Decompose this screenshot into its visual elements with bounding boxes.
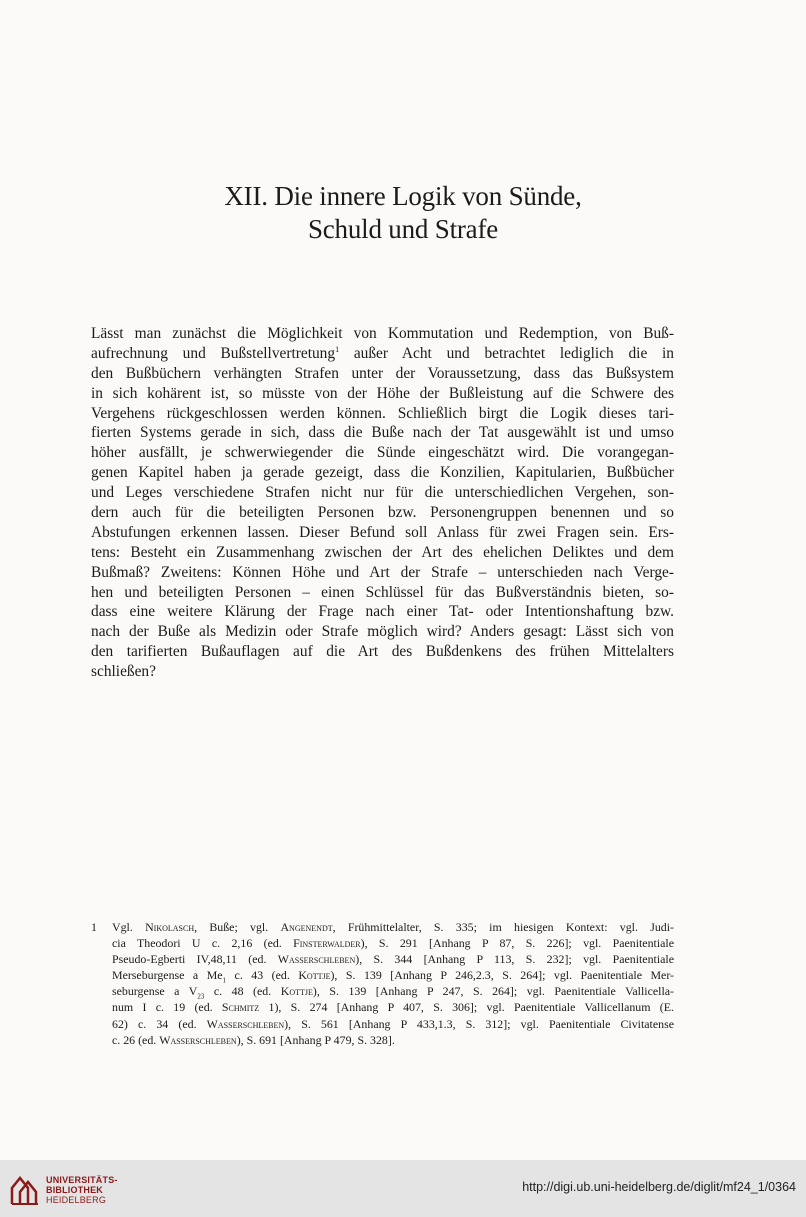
- footnote-fragment: c. 26 (ed.: [112, 1032, 160, 1047]
- author-name: Kottje: [298, 968, 331, 983]
- footnote-line: [112, 1016, 674, 1032]
- library-name: [46, 1175, 118, 1205]
- body-text-fragment: außer Acht und betrachtet lediglich die in: [339, 344, 675, 362]
- footnote-fragment: ), S. 561 [Anhang P 433,1.3, S. 312]; vgl. Paenitentiale Civitatense: [284, 1016, 674, 1031]
- chapter-title: [0, 180, 806, 246]
- body-line: höher ausfällt, je schwerwiegender die Sünde eingeschätzt wird. Die vorangegan-: [91, 444, 674, 462]
- chapter-title-line-1: XII. Die innere Logik von Sünde,: [224, 181, 582, 211]
- library-name-line-1: UNIVERSITÄTS-: [46, 1175, 118, 1185]
- author-name: Kottje: [280, 984, 313, 999]
- footnote-line: [112, 1032, 674, 1048]
- footnote-number: 1: [91, 920, 97, 934]
- footnote-fragment: num I c. 19 (ed.: [112, 1000, 222, 1015]
- footnote-fragment: , Buße; vgl.: [194, 920, 281, 934]
- footnote-line: [112, 935, 674, 951]
- footnote-fragment: cia Theodori U c. 2,16 (ed.: [112, 936, 294, 951]
- footnote-fragment: c. 43 (ed.: [226, 968, 299, 983]
- body-line: Abstufungen erkennen lassen. Dieser Befund soll Anlass für zwei Fragen sein. Ers-: [91, 523, 674, 541]
- footnote-fragment: seburgense a V: [112, 984, 198, 999]
- library-name-line-3: HEIDELBERG: [46, 1195, 107, 1205]
- footnote-fragment: , Frühmittelalter, S. 335; im hiesigen Kontext: vgl. Judi-: [332, 920, 674, 934]
- body-line: hen und beteiligten Personen – einen Schlüssel für das Bußverständnis bieten, so-: [91, 583, 674, 601]
- footnote-fragment: 1), S. 274 [Anhang P 407, S. 306]; vgl. Paenitentiale Vallicellanum (E.: [259, 1000, 674, 1015]
- footnote-line: [112, 919, 674, 935]
- author-name: Schmitz: [221, 1000, 260, 1015]
- permalink-url[interactable]: http://digi.ub.uni-heidelberg.de/diglit/mf24_1/0364: [522, 1180, 796, 1194]
- footnote-line: [112, 983, 674, 999]
- body-line: den Bußbüchern verhängten Strafen unter der Voraussetzung, dass das Bußsystem: [91, 364, 674, 382]
- footnote-fragment: Vgl.: [112, 920, 146, 934]
- body-line: [91, 344, 674, 364]
- footnote-fragment: ), S. 139 [Anhang P 246,2.3, S. 264]; vgl. Paenitentiale Mer-: [330, 968, 674, 983]
- body-line: nach der Buße als Medizin oder Strafe möglich wird? Anders gesagt: Lässt sich von: [91, 623, 674, 641]
- author-name: Wasserschleben: [159, 1032, 237, 1047]
- footnote-fragment: ), S. 344 [Anhang P 113, S. 232]; vgl. Paenitentiale: [355, 952, 674, 967]
- footnote-fragment: Pseudo-Egberti IV,48,11 (ed.: [112, 952, 278, 967]
- viewer-footer-bar: [0, 1160, 806, 1217]
- body-line: genen Kapitel haben ja gerade gezeigt, dass die Konzilien, Kapitularien, Bußbücher: [91, 464, 674, 482]
- body-line: Bußmaß? Zweitens: Können Höhe und Art der Strafe – unterschieden nach Verge-: [91, 563, 674, 581]
- body-line: dass eine weitere Klärung der Frage nach einer Tat- oder Intentionshaftung bzw.: [91, 603, 674, 621]
- footnote-line: [112, 951, 674, 967]
- body-text-fragment: aufrechnung und Bußstellvertretung: [91, 344, 336, 362]
- footnote-fragment: ), S. 691 [Anhang P 479, S. 328].: [236, 1032, 395, 1047]
- body-line: fierten Systems gerade in sich, dass die Buße nach der Tat ausgewählt ist und umso: [91, 424, 674, 442]
- footnote-fragment: ), S. 291 [Anhang P 87, S. 226]; vgl. Paenitentiale: [360, 936, 675, 951]
- author-name: Wasserschleben: [206, 1016, 285, 1031]
- subscript: 1: [222, 976, 227, 985]
- library-name-line-2: BIBLIOTHEK: [46, 1185, 103, 1195]
- body-line: Vergehens rückgeschlossen werden können. Schließlich birgt die Logik dieses tari-: [91, 404, 674, 422]
- body-line: dern auch für die beteiligten Personen bzw. Personengruppen benennen und so: [91, 504, 674, 522]
- footnote-text: [112, 919, 674, 1048]
- subscript: 23: [197, 992, 205, 1001]
- body-paragraph: [91, 324, 674, 682]
- footnote-line: [112, 967, 674, 983]
- university-library-logo-icon[interactable]: [10, 1174, 40, 1206]
- body-line: in sich kohärent ist, so müsste von der Höhe der Bußleistung auf die Schwere des: [91, 384, 674, 402]
- author-name: Wasserschleben: [277, 952, 356, 967]
- footnote-line: [112, 999, 674, 1015]
- body-line: den tarifierten Bußauflagen auf die Art des Bußdenkens des frühen Mittelalters: [91, 643, 674, 661]
- body-line: Lässt man zunächst die Möglichkeit von Kommutation und Redemption, von Buß-: [91, 325, 674, 342]
- author-name: Nikolasch: [145, 920, 195, 934]
- body-line: tens: Besteht ein Zusammenhang zwischen der Art des ehelichen Deliktes und dem: [91, 543, 674, 561]
- footnote-reference[interactable]: 1: [335, 344, 340, 354]
- footnote-fragment: Merseburgense a Me: [112, 968, 223, 983]
- chapter-title-line-2: Schuld und Strafe: [307, 214, 499, 244]
- body-line: und Leges verschiedene Strafen nicht nur für die unterschiedlichen Vergehen, son-: [91, 484, 674, 502]
- author-name: Finsterwalder: [293, 936, 361, 951]
- footnote-fragment: 62) c. 34 (ed.: [112, 1016, 207, 1031]
- footnote-fragment: c. 48 (ed.: [204, 984, 281, 999]
- author-name: Angenendt: [280, 920, 333, 934]
- footnote-fragment: ), S. 139 [Anhang P 247, S. 264]; vgl. Paenitentiale Vallicella-: [312, 984, 674, 999]
- body-line: schließen?: [91, 663, 156, 681]
